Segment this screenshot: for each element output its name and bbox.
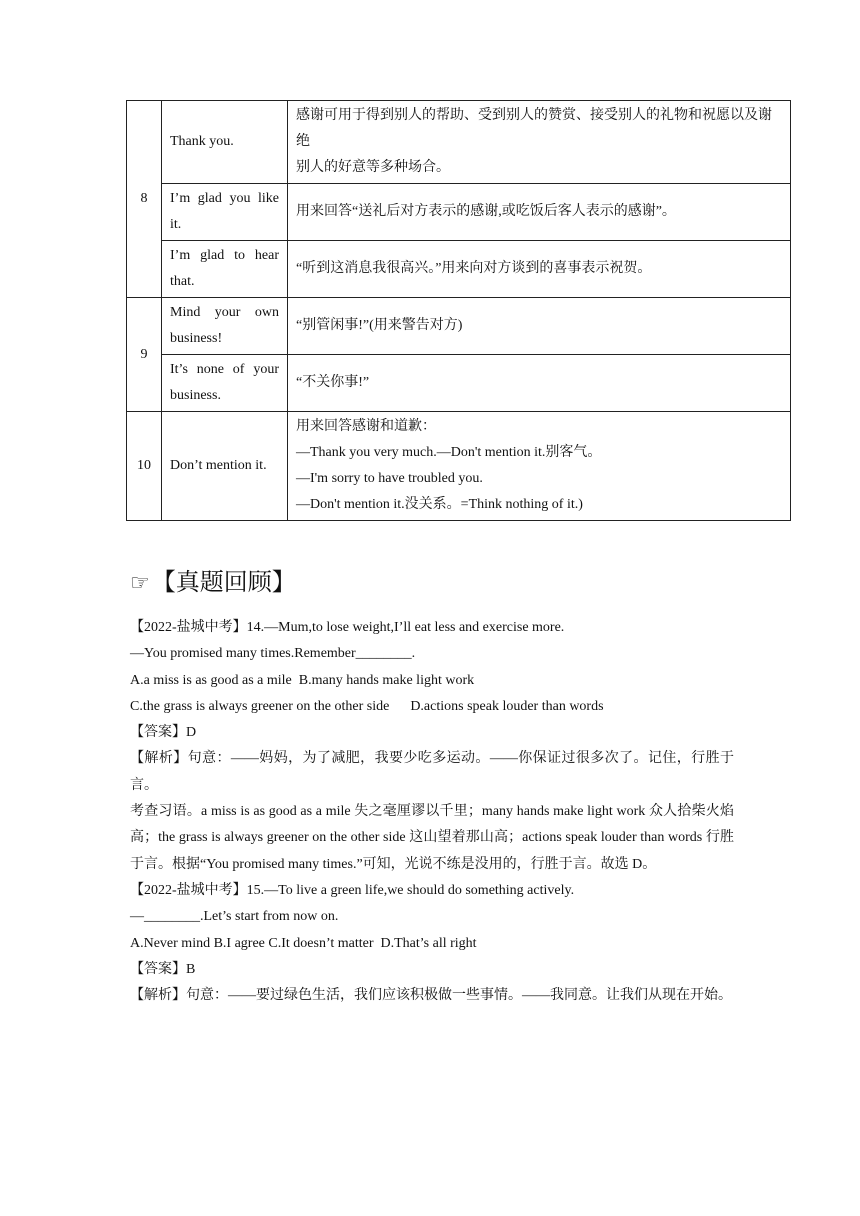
question-stem-reply: —You promised many times.Remember________. [130, 646, 416, 662]
analysis-text: 考查习语。a miss is as good as a mile 失之毫厘谬以千里；many hands make light work 众人拾柴火焰高；the grass is always greener on the other side 这山望着那山高；actions speak louder than words 行胜于言。根据“You promised many times.”可知，光说不练是没用的，行胜于言。故选 D。 [130, 804, 734, 872]
group-number: 9 [127, 298, 162, 412]
note-line: 感谢可用于得到别人的帮助、受到别人的赞赏、接受别人的礼物和祝愿以及谢绝 [296, 108, 772, 149]
phrase-cell: Thank you. [162, 101, 288, 184]
question-stem: 【2022-盐城中考】15.—To live a green life,we should do something actively. [130, 882, 575, 898]
note-line: —Thank you very much.—Don't mention it.别客气。 [296, 445, 602, 460]
pointing-hand-icon: ☞ [130, 571, 150, 596]
table-row [127, 184, 791, 241]
table-row [127, 298, 791, 355]
analysis-text: 【解析】句意：——要过绿色生活，我们应该积极做一些事情。——我同意。让我们从现在开始。 [130, 988, 732, 1004]
note-line: —Don't mention it.没关系。=Think nothing of it.) [296, 497, 583, 512]
note-cell: “不关你事!” [288, 355, 791, 412]
options-line: A.Never mind B.I agree C.It doesn’t matter D.That’s all right [130, 935, 477, 951]
phrase-cell: I’m glad to hear that. [162, 241, 288, 298]
question-stem-reply: —________.Let’s start from now on. [130, 909, 339, 925]
phrase-cell: I’m glad you like it. [162, 184, 288, 241]
analysis-text: 【解析】句意：——妈妈，为了减肥，我要少吃多运动。——你保证过很多次了。记住，行胜于言。 [130, 751, 734, 793]
table-row [127, 241, 791, 298]
exam-questions [130, 615, 734, 1009]
question-stem: 【2022-盐城中考】14.—Mum,to lose weight,I’ll eat less and exercise more. [130, 620, 565, 635]
answer-line: 【答案】D [130, 725, 197, 741]
note-line: —I'm sorry to have troubled you. [296, 471, 483, 486]
phrase-cell: Don’t mention it. [162, 412, 288, 521]
options-line: A.a miss is as good as a mile B.many hands make light work [130, 672, 475, 688]
group-number: 8 [127, 101, 162, 298]
options-line: C.the grass is always greener on the other side D.actions speak louder than words [130, 698, 604, 714]
table-row [127, 101, 791, 184]
note-cell [288, 412, 791, 521]
phrase-cell: Mind your own business! [162, 298, 288, 355]
phrase-table [126, 100, 791, 521]
note-cell: “听到这消息我很高兴。”用来向对方谈到的喜事表示祝贺。 [288, 241, 791, 298]
answer-line: 【答案】B [130, 961, 196, 977]
section-heading [130, 566, 296, 601]
table-row [127, 412, 791, 521]
note-cell: 用来回答“送礼后对方表示的感谢,或吃饭后客人表示的感谢”。 [288, 184, 791, 241]
note-cell: “别管闲事!”(用来警告对方) [288, 298, 791, 355]
note-line: 用来回答感谢和道歉： [296, 419, 436, 434]
section-title-text: 【真题回顾】 [151, 570, 296, 596]
note-cell [288, 101, 791, 184]
phrase-cell: It’s none of your business. [162, 355, 288, 412]
group-number: 10 [127, 412, 162, 521]
table-row [127, 355, 791, 412]
note-line: 别人的好意等多种场合。 [296, 160, 450, 175]
